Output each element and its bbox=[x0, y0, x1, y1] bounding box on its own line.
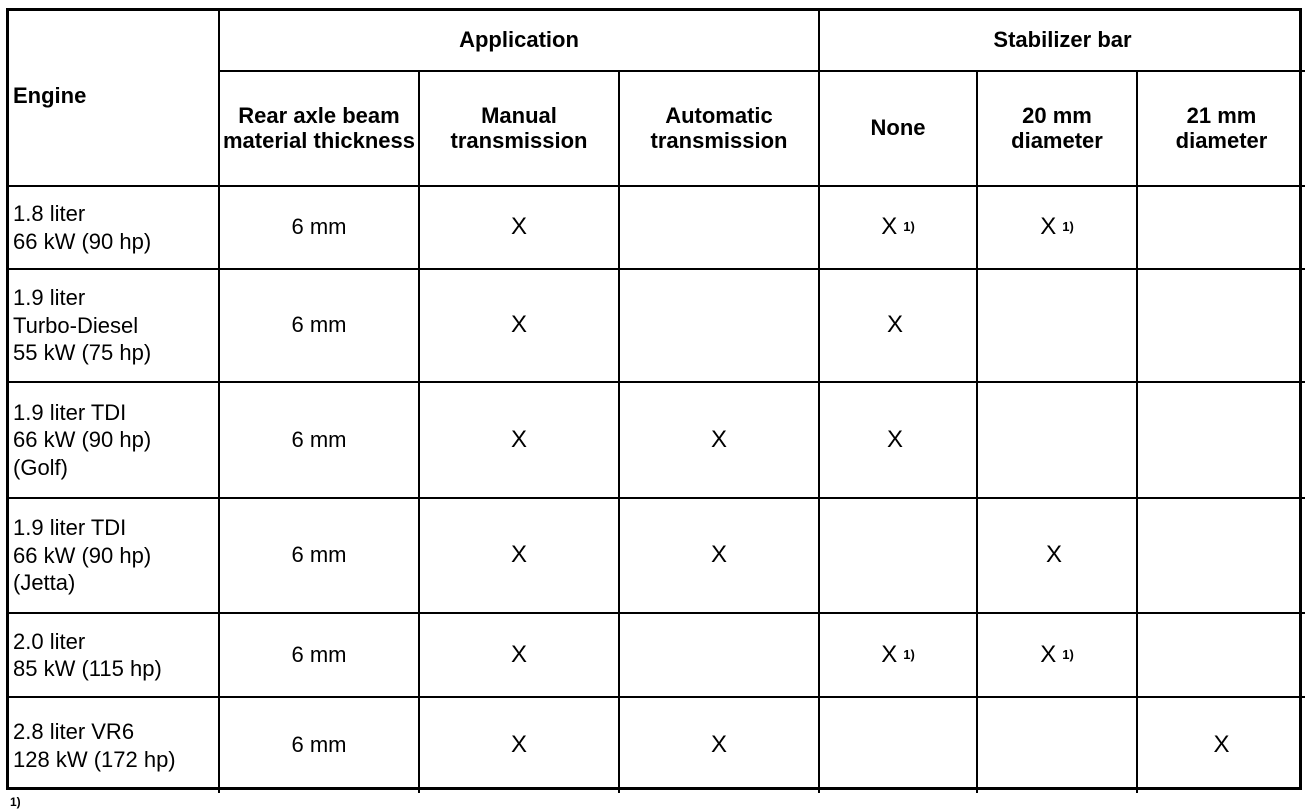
thickness-cell bbox=[220, 270, 420, 383]
manual-transmission-cell bbox=[420, 698, 620, 793]
stabilizer-none-cell bbox=[820, 614, 978, 698]
automatic-transmission-header: Automatic transmission bbox=[620, 72, 820, 187]
stabilizer-none-header: None bbox=[820, 72, 978, 187]
stabilizer-20mm-cell bbox=[978, 698, 1138, 793]
manual-transmission-cell bbox=[420, 499, 620, 614]
footnote-ref: 1) bbox=[903, 219, 915, 235]
engine-cell bbox=[9, 270, 220, 383]
stabilizer-21mm-cell bbox=[1138, 383, 1305, 499]
automatic-transmission-cell bbox=[620, 383, 820, 499]
thickness-cell-value: 6 mm bbox=[291, 732, 347, 758]
stabilizer-21mm-cell bbox=[1138, 270, 1305, 383]
thickness-cell-value: 6 mm bbox=[291, 214, 347, 240]
footnote-ref: 1) bbox=[1062, 219, 1074, 235]
stabilizer-none-cell bbox=[820, 383, 978, 499]
engine-cell-value: 1.8 liter 66 kW (90 hp) bbox=[13, 201, 152, 254]
stabilizer-none-cell-value: X bbox=[881, 640, 898, 668]
manual-transmission-cell-value: X bbox=[510, 311, 527, 339]
stabilizer-20mm-header: 20 mm diameter bbox=[978, 72, 1138, 187]
thickness-cell-value: 6 mm bbox=[291, 426, 347, 452]
thickness-cell-value: 6 mm bbox=[291, 542, 347, 568]
stabilizer-none-cell-value: X bbox=[881, 213, 898, 241]
engine-cell-value: 2.8 liter VR6 128 kW (172 hp) bbox=[13, 719, 176, 772]
stabilizer-none-cell bbox=[820, 187, 978, 270]
manual-transmission-cell-value: X bbox=[510, 541, 527, 569]
stabilizer-21mm-cell-value: X bbox=[1213, 731, 1230, 759]
thickness-cell bbox=[220, 614, 420, 698]
stabilizer-20mm-cell bbox=[978, 270, 1138, 383]
stabilizer-20mm-cell-value: X bbox=[1045, 541, 1062, 569]
footnote-ref: 1) bbox=[1062, 646, 1074, 662]
engine-cell bbox=[9, 383, 220, 499]
engine-cell bbox=[9, 698, 220, 793]
thickness-cell bbox=[220, 499, 420, 614]
stabilizer-21mm-cell bbox=[1138, 698, 1305, 793]
engine-cell bbox=[9, 499, 220, 614]
automatic-transmission-cell bbox=[620, 614, 820, 698]
stabilizer-20mm-cell bbox=[978, 614, 1138, 698]
manual-transmission-cell-value: X bbox=[510, 213, 527, 241]
automatic-transmission-cell-value: X bbox=[710, 731, 727, 759]
engine-column-header: Engine bbox=[9, 11, 220, 187]
stabilizer-21mm-cell bbox=[1138, 614, 1305, 698]
automatic-transmission-cell bbox=[620, 698, 820, 793]
automatic-transmission-cell-value: X bbox=[710, 541, 727, 569]
stabilizer-20mm-cell bbox=[978, 187, 1138, 270]
footnote-marker: 1) bbox=[10, 795, 21, 809]
manual-transmission-cell bbox=[420, 187, 620, 270]
thickness-cell bbox=[220, 383, 420, 499]
automatic-transmission-cell bbox=[620, 270, 820, 383]
automatic-transmission-cell-value: X bbox=[710, 425, 727, 453]
stabilizer-21mm-cell bbox=[1138, 187, 1305, 270]
stabilizer-21mm-cell bbox=[1138, 499, 1305, 614]
manual-transmission-cell-value: X bbox=[510, 640, 527, 668]
automatic-transmission-cell bbox=[620, 499, 820, 614]
stabilizer-none-cell-value: X bbox=[886, 311, 903, 339]
application-group-header: Application bbox=[220, 11, 820, 72]
stabilizer-20mm-cell-value: X bbox=[1040, 640, 1057, 668]
thickness-cell-value: 6 mm bbox=[291, 641, 347, 667]
stabilizer-application-table bbox=[6, 8, 1302, 790]
thickness-cell bbox=[220, 698, 420, 793]
manual-transmission-cell bbox=[420, 270, 620, 383]
stabilizer-none-cell bbox=[820, 698, 978, 793]
stabilizer-21mm-header: 21 mm diameter bbox=[1138, 72, 1305, 187]
manual-transmission-cell bbox=[420, 614, 620, 698]
thickness-cell-value: 6 mm bbox=[291, 312, 347, 338]
engine-cell bbox=[9, 187, 220, 270]
engine-cell-value: 1.9 liter Turbo-Diesel 55 kW (75 hp) bbox=[13, 285, 152, 366]
automatic-transmission-cell bbox=[620, 187, 820, 270]
manual-transmission-cell-value: X bbox=[510, 731, 527, 759]
stabilizer-20mm-cell-value: X bbox=[1040, 213, 1057, 241]
footnote-ref: 1) bbox=[903, 646, 915, 662]
stabilizer-none-cell bbox=[820, 499, 978, 614]
thickness-cell bbox=[220, 187, 420, 270]
stabilizer-none-cell bbox=[820, 270, 978, 383]
stabilizer-20mm-cell bbox=[978, 499, 1138, 614]
engine-cell-value: 1.9 liter TDI 66 kW (90 hp) (Golf) bbox=[13, 399, 152, 480]
manual-transmission-header: Manual transmission bbox=[420, 72, 620, 187]
manual-transmission-cell-value: X bbox=[510, 425, 527, 453]
stabilizer-bar-group-header: Stabilizer bar bbox=[820, 11, 1305, 72]
engine-cell bbox=[9, 614, 220, 698]
engine-cell-value: 1.9 liter TDI 66 kW (90 hp) (Jetta) bbox=[13, 515, 152, 596]
manual-transmission-cell bbox=[420, 383, 620, 499]
stabilizer-none-cell-value: X bbox=[886, 425, 903, 453]
rear-axle-thickness-header: Rear axle beam material thickness bbox=[220, 72, 420, 187]
stabilizer-20mm-cell bbox=[978, 383, 1138, 499]
engine-cell-value: 2.0 liter 85 kW (115 hp) bbox=[13, 628, 162, 681]
